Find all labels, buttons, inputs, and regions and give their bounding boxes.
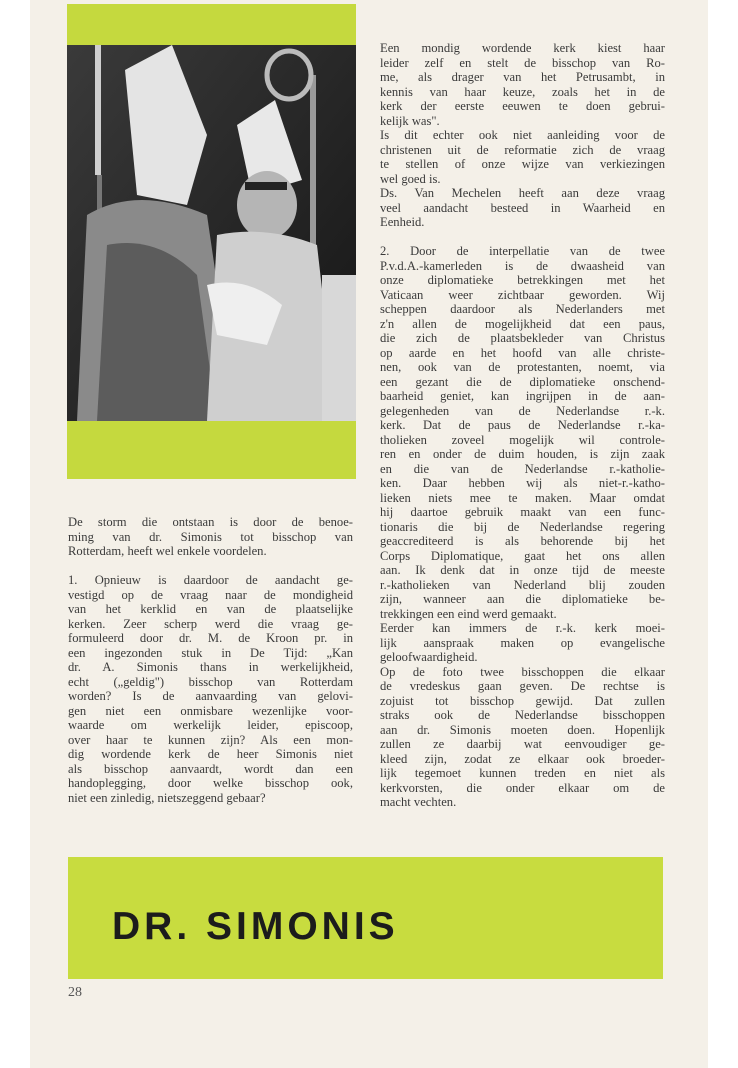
left-column-text <box>68 515 353 805</box>
text-line: veel aandacht besteed in Waarheid en <box>380 200 665 215</box>
text-line: op aarde en het hoofd van alle christe- <box>380 345 665 360</box>
text-line: te stellen of onze wijze van verkiezingen <box>380 157 665 171</box>
text-line: onze diplomatieke betrekkingen met het <box>380 273 665 287</box>
text-line: de vredeskus gaan geven. De rechtse is <box>380 679 665 693</box>
text-line: gen niet een onmisbare wezenlijke voor- <box>68 703 353 718</box>
text-line: Ds. Van Mechelen heeft aan deze vraag <box>380 186 665 200</box>
text-line: aan. Ik denk dat in onze tijd de meeste <box>380 563 665 577</box>
text-line: dr. A. Simonis thans in werkelijkheid, <box>68 660 353 674</box>
text-line: z'n allen de mogelijkheid dat een paus, <box>380 316 665 331</box>
text-line: zojuist tot bisschop gewijd. Dat zullen <box>380 693 665 708</box>
text-line: worden? Is de aanvaarding van gelovi- <box>68 689 353 703</box>
text-line: 2. Door de interpellatie van de twee <box>380 244 665 258</box>
text-line: kleed zijn, zodat ze elkaar ook broeder- <box>380 751 665 766</box>
text-line: scheppen daardoor als Nederlanders met <box>380 302 665 316</box>
text-line: baarheid geniet, kan ingrijpen in de aan- <box>380 389 665 403</box>
text-line: kerk. Dat de paus de Nederlandse r.-ka- <box>380 418 665 432</box>
text-line: lijk aanspraak maken op evangelische <box>380 635 665 650</box>
text-line: ming van dr. Simonis tot bisschop van <box>68 529 353 544</box>
photo-image <box>67 45 356 421</box>
text-line: trekkingen een eind werd gemaakt. <box>380 606 557 621</box>
text-line: kelijk was". <box>380 113 440 128</box>
text-line: zullen ze daarbij wat eenvoudiger ge- <box>380 737 665 751</box>
text-line: wel goed is. <box>380 171 441 186</box>
text-line: Is dit echter ook niet aanleiding voor de <box>380 128 665 142</box>
text-line: van het kerklid en van de plaatselijke <box>68 602 353 616</box>
text-line: kerken. Zeer scherp werd die vraag ge- <box>68 616 353 631</box>
text-line: echt („geldig") bisschop van Rotterdam <box>68 674 353 689</box>
text-line: De storm die ontstaan is door de benoe- <box>68 515 353 529</box>
text-line: waarde om werkelijk leider, episcoop, <box>68 718 353 732</box>
text-line: leider zelf en stelt de bisschop van Ro- <box>380 55 665 70</box>
text-line: kennis van haar keuze, zoals het in de <box>380 84 665 99</box>
text-line: me, als drager van het Petrusambt, in <box>380 70 665 84</box>
text-line: lieken niets mee te maken. Maar omdat <box>380 490 665 505</box>
text-line: als bisschop aanvaardt, wordt dan een <box>68 761 353 776</box>
text-line: Vaticaan weer zichtbaar geworden. Wij <box>380 287 665 302</box>
text-line: formuleerd door dr. M. de Kroon pr. in <box>68 631 353 645</box>
text-line: niet een zinledig, nietszeggend gebaar? <box>68 790 266 805</box>
text-line: christenen uit de reformatie zich de vraag <box>380 142 665 157</box>
text-line: Corps Diplomatique, gaat het ons allen <box>380 548 665 563</box>
text-line: ken. Daar hebben wij als niet-r.-katho- <box>380 476 665 490</box>
page-number: 28 <box>68 985 82 1000</box>
text-line: Een mondig wordende kerk kiest haar <box>380 41 665 55</box>
text-line: aan dr. Simonis moeten doen. Hopenlijk <box>380 722 665 737</box>
text-line: ren en onder de duim houden, is zijn zaak <box>380 447 665 461</box>
text-line: een ingezonden stuk in De Tijd: „Kan <box>68 645 353 660</box>
text-line: en die van de Nederlandse r.-katholie- <box>380 461 665 476</box>
right-column-text <box>380 41 665 810</box>
text-line: tionaris die bij de Nederlandse regering <box>380 519 665 534</box>
text-line: geloofwaardigheid. <box>380 650 478 664</box>
text-line: nen, ook van de protestanten, noemt, via <box>380 360 665 374</box>
text-line: Op de foto twee bisschoppen die elkaar <box>380 664 665 679</box>
text-line: vestigd op de vraag naar de mondigheid <box>68 587 353 602</box>
text-line: Eerder kan immers de r.-k. kerk moei- <box>380 621 665 635</box>
text-line: Eenheid. <box>380 215 425 229</box>
paragraph-gap <box>68 559 353 574</box>
text-line: gelegenheden van de Nederlandse r.-k. <box>380 403 665 418</box>
text-line: over haar te kunnen zijn? Als een mon- <box>68 732 353 747</box>
text-line: die zich de plaatsbekleder van Christus <box>380 331 665 345</box>
text-line: dig wordende kerk de heer Simonis niet <box>68 747 353 761</box>
text-line: hij daartoe gebruik maakt van een func- <box>380 505 665 519</box>
text-line: een gezant die de diplomatieke onschend- <box>380 374 665 389</box>
text-line: straks ook de Nederlandse bisschoppen <box>380 708 665 722</box>
text-line: r.-katholieken van Nederland blij zouden <box>380 577 665 592</box>
text-line: macht vechten. <box>380 795 457 809</box>
text-line: lijk tegemoet kunnen treden en niet als <box>380 766 665 780</box>
text-line: kerkvorsten, die onder elkaar om de <box>380 780 665 795</box>
title-banner <box>68 857 663 979</box>
text-line: P.v.d.A.-kamerleden is de dwaasheid van <box>380 258 665 273</box>
article-title: DR. SIMONIS <box>112 905 399 948</box>
text-line: tholieken zoveel mogelijk wil controle- <box>380 432 665 447</box>
text-line: zijn, wanneer aan die diplomatieke be- <box>380 592 665 606</box>
text-line: kerk der eerste eeuwen te doen gebrui- <box>380 99 665 113</box>
text-line: handoplegging, door welke bisschop ook, <box>68 776 353 790</box>
text-line: Rotterdam, heeft wel enkele voordelen. <box>68 544 267 558</box>
bishops-photo <box>67 45 356 421</box>
paragraph-gap <box>380 230 665 245</box>
text-line: 1. Opnieuw is daardoor de aandacht ge- <box>68 573 353 587</box>
text-line: geaccrediteerd is als behorende bij het <box>380 534 665 548</box>
